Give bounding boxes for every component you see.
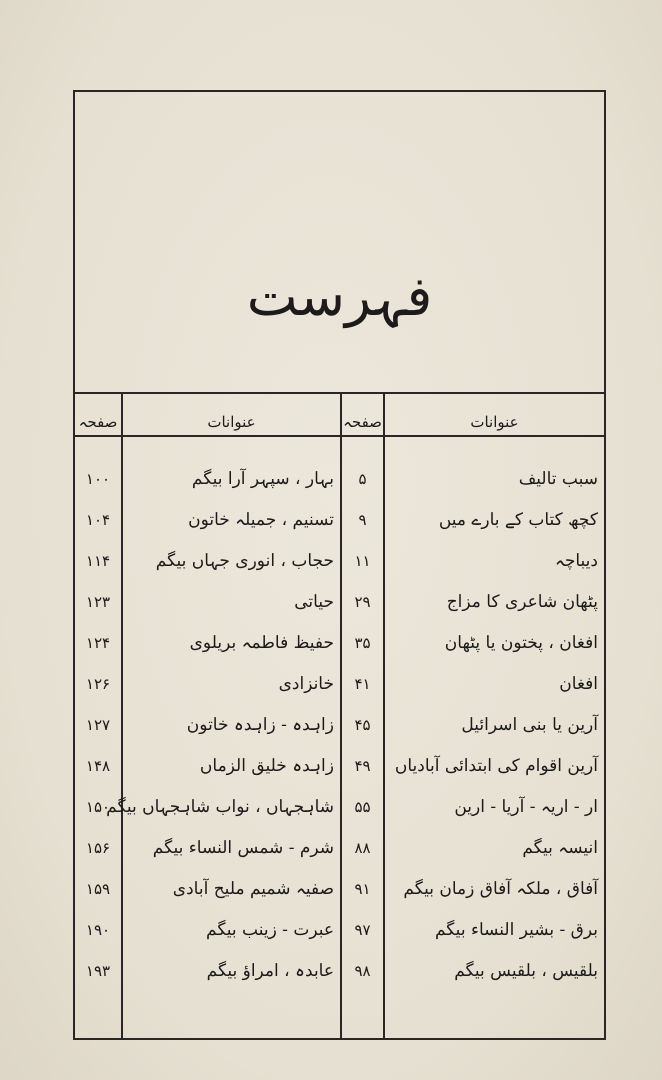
toc-entry-page: ۱۱۴ — [85, 552, 111, 570]
toc-entry-title: عبرت - زینب بیگم — [206, 920, 334, 940]
toc-entry-title: حیاتی — [294, 592, 334, 612]
toc-entry-page: ۱۴۸ — [85, 757, 111, 775]
toc-entry-title: ار - اریہ - آریا - ارین — [454, 797, 598, 817]
toc-entry-page: ۱۲۴ — [85, 634, 111, 652]
toc-entry-title: حفیظ فاطمہ بریلوی — [189, 633, 334, 653]
toc-entry-title: شاہجہاں ، نواب شاہجہاں بیگم — [106, 797, 334, 817]
toc-entry-page: ۱۲۳ — [85, 593, 111, 611]
toc-entry-title: انیسہ بیگم — [522, 838, 598, 858]
header-right-title: عنوانات — [470, 413, 519, 431]
toc-entry-title: کچھ کتاب کے بارے میں — [438, 510, 598, 530]
toc-entry-title: صفیہ شمیم ملیح آبادی — [172, 879, 334, 899]
toc-entry-page: ۱۰۴ — [85, 511, 111, 529]
toc-entry-page: ۱۲۷ — [85, 716, 111, 734]
toc-entry-title: بلقیس ، بلقیس بیگم — [454, 961, 598, 981]
toc-entry-page: ۱۱ — [354, 552, 371, 570]
toc-entry-title: تسنیم ، جمیلہ خاتون — [188, 510, 334, 530]
header-right-page: صفحہ — [343, 413, 382, 431]
toc-entry-page: ۱۵۹ — [85, 880, 111, 898]
toc-entry-page: ۱۰۰ — [85, 470, 111, 488]
toc-entry-page: ۹۸ — [354, 962, 371, 980]
toc-entry-title: زاہدہ خلیق الزماں — [199, 756, 334, 776]
toc-entry-page: ۵ — [358, 470, 367, 488]
column-divider-left-page — [121, 392, 123, 1040]
toc-entry-title: عابدہ ، امراؤ بیگم — [206, 961, 334, 981]
toc-entry-page: ۸۸ — [354, 839, 371, 857]
toc-entry-title: دیباچہ — [554, 551, 598, 571]
toc-entry-page: ۱۵۰ — [85, 798, 111, 816]
toc-entry-page: ۴۵ — [354, 716, 371, 734]
toc-entry-page: ۱۹۳ — [85, 962, 111, 980]
toc-entry-title: خانزادی — [278, 674, 334, 694]
toc-entry-title: بہار ، سپہر آرا بیگم — [191, 469, 334, 489]
toc-entry-title: آرین یا بنی اسرائیل — [461, 715, 598, 735]
header-left-title: عنوانات — [207, 413, 256, 431]
toc-entry-title: پٹھان شاعری کا مزاج — [446, 592, 598, 612]
toc-entry-title: سبب تالیف — [518, 469, 598, 489]
toc-entry-page: ۴۱ — [354, 675, 371, 693]
toc-entry-title: حجاب ، انوری جہاں بیگم — [155, 551, 334, 571]
header-left-page: صفحہ — [78, 413, 118, 431]
toc-entry-title: افغان ، پختون یا پٹھان — [444, 633, 598, 653]
toc-entry-title: زاہدہ - زاہدہ خاتون — [186, 715, 334, 735]
toc-entry-page: ۴۹ — [354, 757, 371, 775]
page-title: فہرست — [246, 265, 433, 328]
toc-entry-page: ۵۵ — [354, 798, 371, 816]
toc-entry-page: ۱۵۶ — [85, 839, 111, 857]
toc-entry-page: ۹۱ — [354, 880, 371, 898]
toc-entry-title: آرین اقوام کی ابتدائی آبادیاں — [394, 756, 598, 776]
toc-entry-title: برق - بشیر النساء بیگم — [434, 920, 598, 940]
toc-entry-page: ۹۷ — [354, 921, 371, 939]
column-divider-right-page — [383, 392, 385, 1040]
toc-entry-page: ۱۹۰ — [85, 921, 111, 939]
toc-entry-page: ۹ — [358, 511, 367, 529]
toc-entry-page: ۲۹ — [354, 593, 371, 611]
toc-entry-page: ۱۲۶ — [85, 675, 111, 693]
toc-entry-title: افغان — [559, 674, 598, 694]
toc-entry-page: ۳۵ — [354, 634, 371, 652]
toc-entry-title: شرم - شمس النساء بیگم — [152, 838, 334, 858]
toc-entry-title: آفاق ، ملکہ آفاق زمان بیگم — [403, 879, 598, 899]
